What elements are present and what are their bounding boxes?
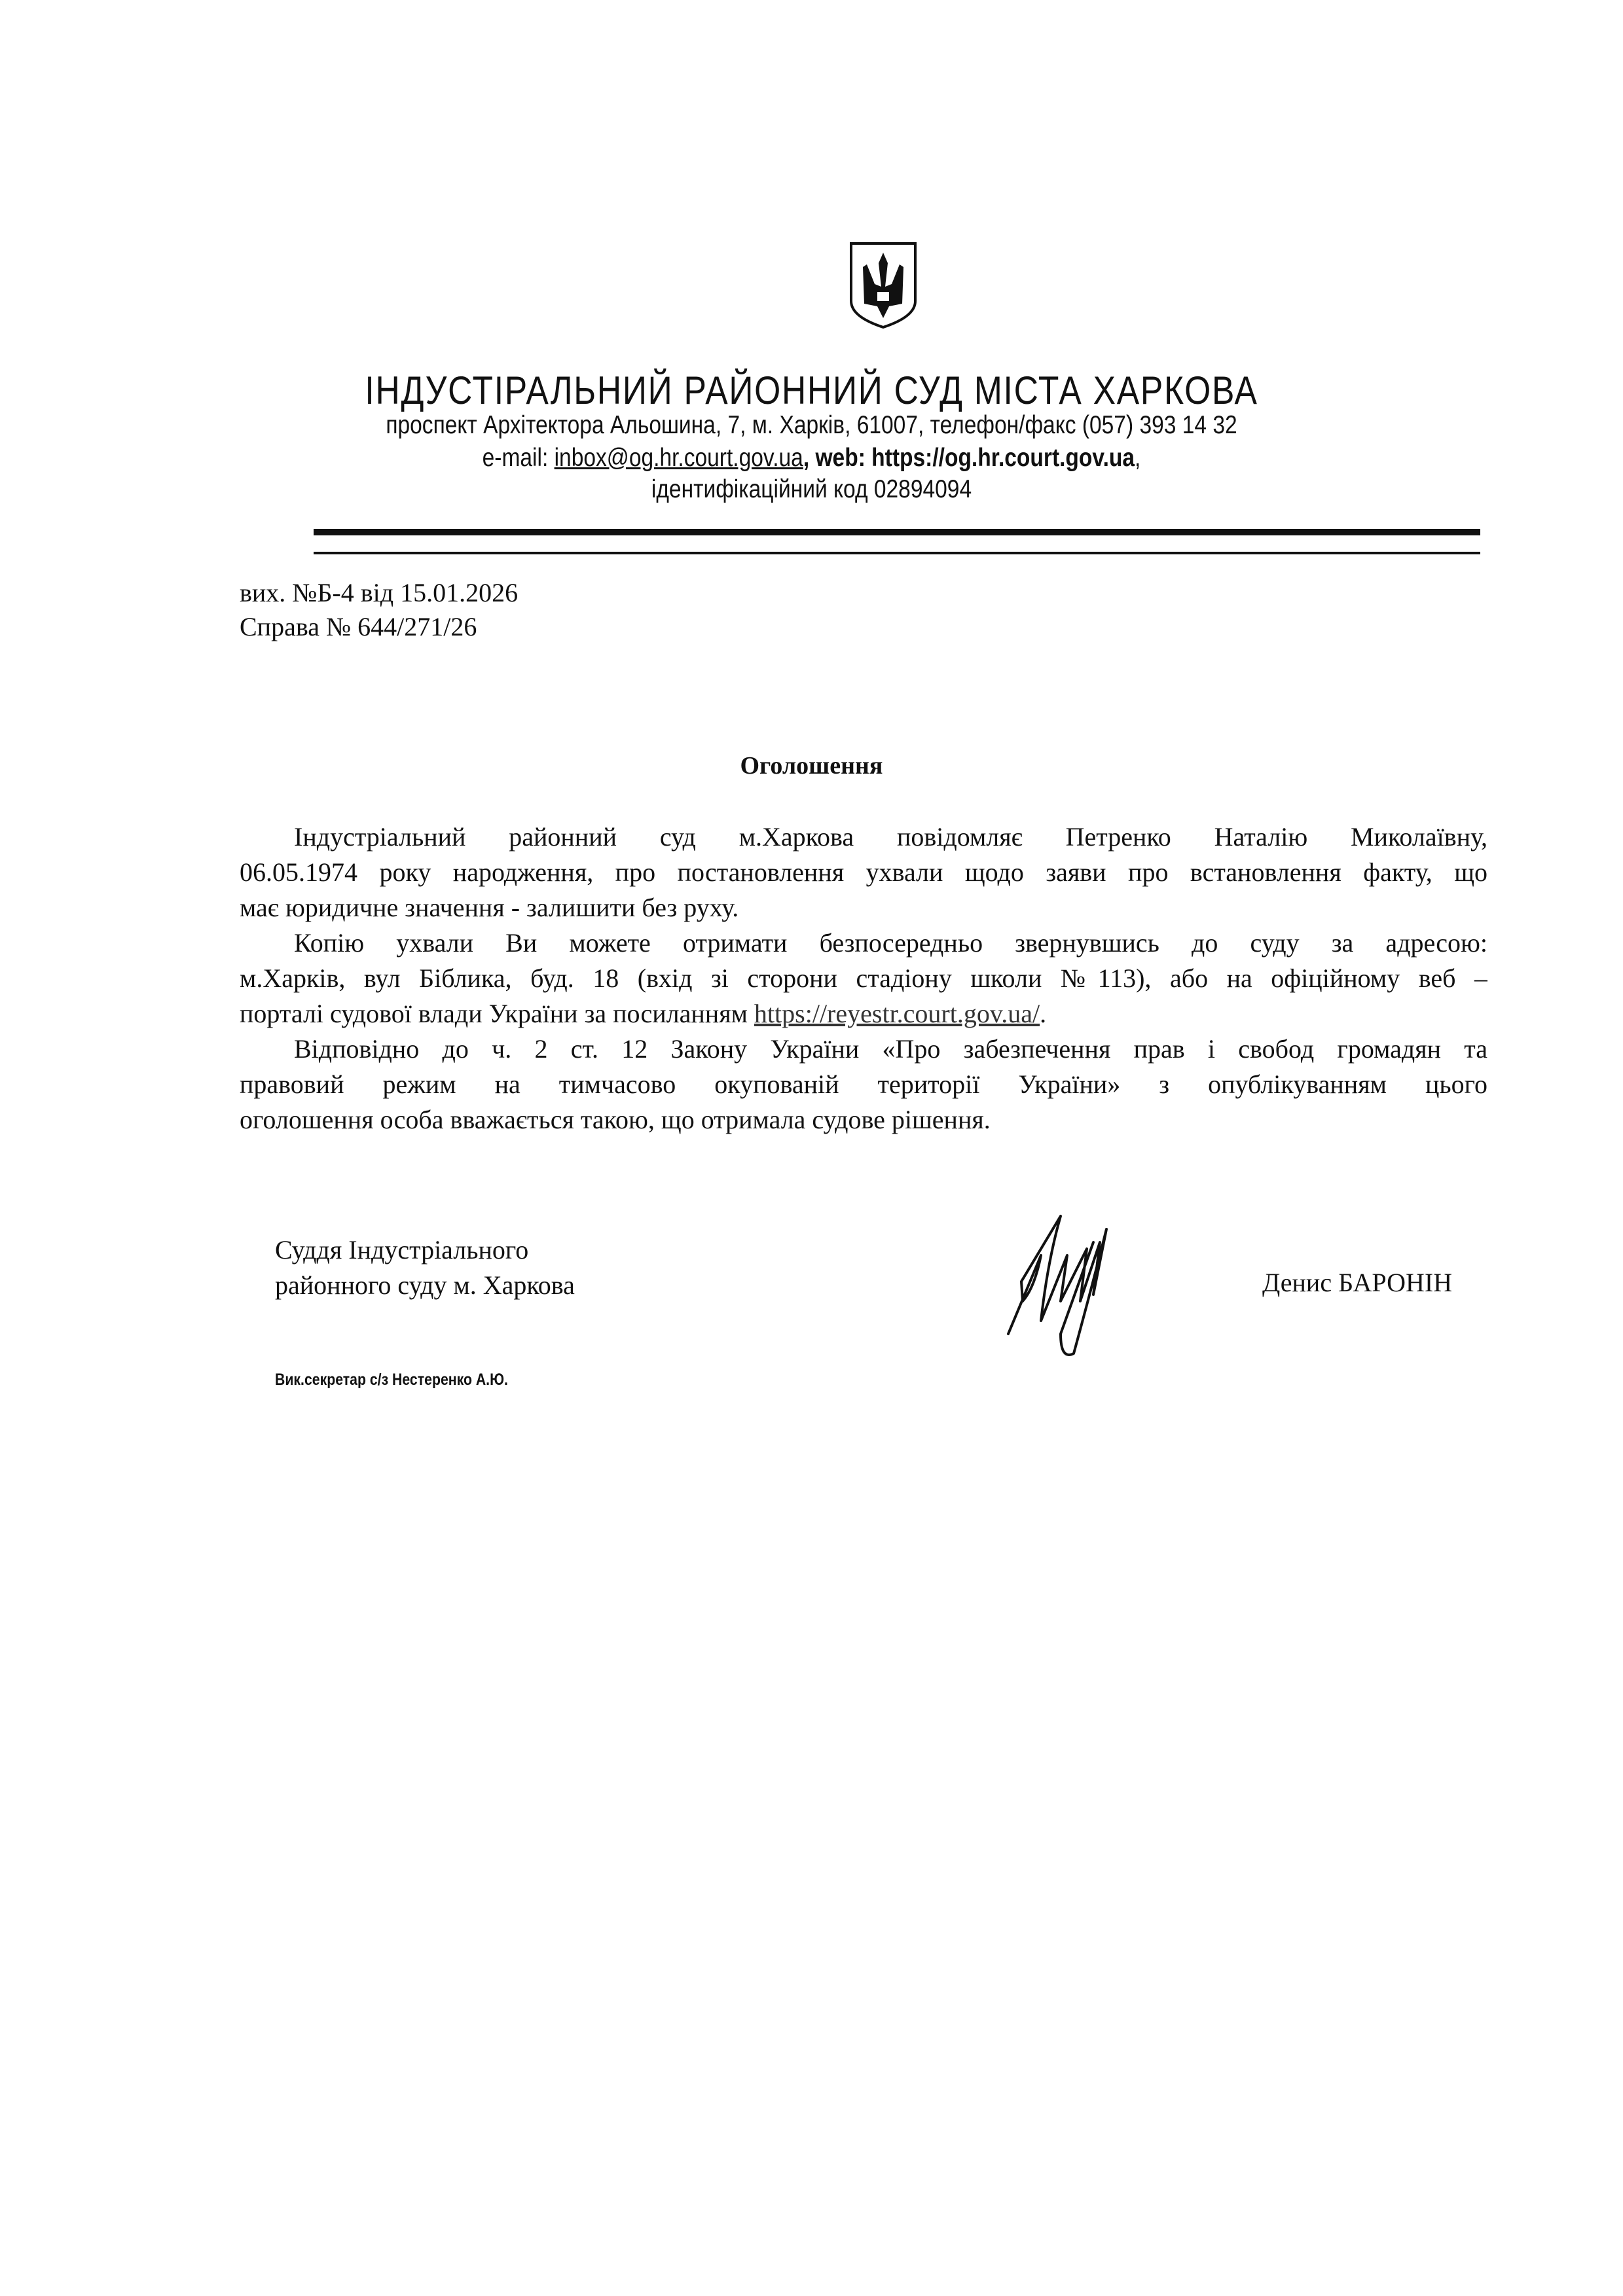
body-text: порталі судової влади України за посиланням [240,999,754,1028]
announcement-heading: Оголошення [740,752,883,780]
email-link[interactable]: inbox@og.hr.court.gov.ua [554,444,803,472]
outgoing-number: вих. №Б-4 від 15.01.2026 [240,578,519,607]
handwritten-signature [995,1203,1172,1363]
court-address: проспект Архітектора Альошина, 7, м. Харків, 61007, телефон/факс (057) 393 14 32 [386,411,1237,439]
body-line: Копію ухвали Ви можете отримати безпосередньо звернувшись до суду за адресою: [294,928,1487,958]
ukraine-trident-emblem-icon [848,241,918,332]
body-text: . [1040,999,1047,1028]
judge-title-line2: районного суду м. Харкова [275,1270,575,1300]
body-line [240,996,1487,1031]
case-number: Справа № 644/271/26 [240,612,477,641]
reyestr-link[interactable]: https://reyestr.court.gov.ua/ [754,999,1040,1028]
body-line: 06.05.1974 року народження, про постановлення ухвали щодо заяви про встановлення факту, що [240,857,1487,887]
announcement-body [240,819,1487,1138]
body-line: оголошення особа вважається такою, що отримала судове рішення. [240,1105,991,1134]
body-line: правовий режим на тимчасово окупованій території України» з опублікуванням цього [240,1069,1487,1099]
id-code: ідентифікаційний код 02894094 [651,475,972,503]
body-line: Індустріальний районний суд м.Харкова повідомляє Петренко Наталію Миколаївну, [294,822,1487,852]
contact-line [114,444,1510,473]
body-line: м.Харків, вул Біблика, буд. 18 (вхід зі сторони стадіону школи №113), або на офіційному веб – [240,963,1487,993]
header-thick-divider [314,529,1480,535]
header-thin-divider [314,552,1480,554]
judge-name: Денис БАРОНІН [1262,1268,1453,1297]
body-line: має юридичне значення - залишити без руху. [240,893,739,922]
judge-title-line1: Суддя Індустріального [275,1235,529,1265]
court-name: ІНДУСТІРАЛЬНИЙ РАЙОННИЙ СУД МІСТА ХАРКОВА [365,368,1258,412]
email-label: e-mail: [482,444,555,472]
web-suffix: , [1135,444,1141,472]
web-label: , web: [803,444,872,472]
body-line: Відповідно до ч. 2 ст. 12 Закону України «Про забезпечення прав і свобод громадян та [294,1034,1487,1064]
secretary-note: Вик.секретар с/з Нестеренко А.Ю. [275,1371,508,1389]
web-link[interactable]: https://og.hr.court.gov.ua [871,444,1135,472]
